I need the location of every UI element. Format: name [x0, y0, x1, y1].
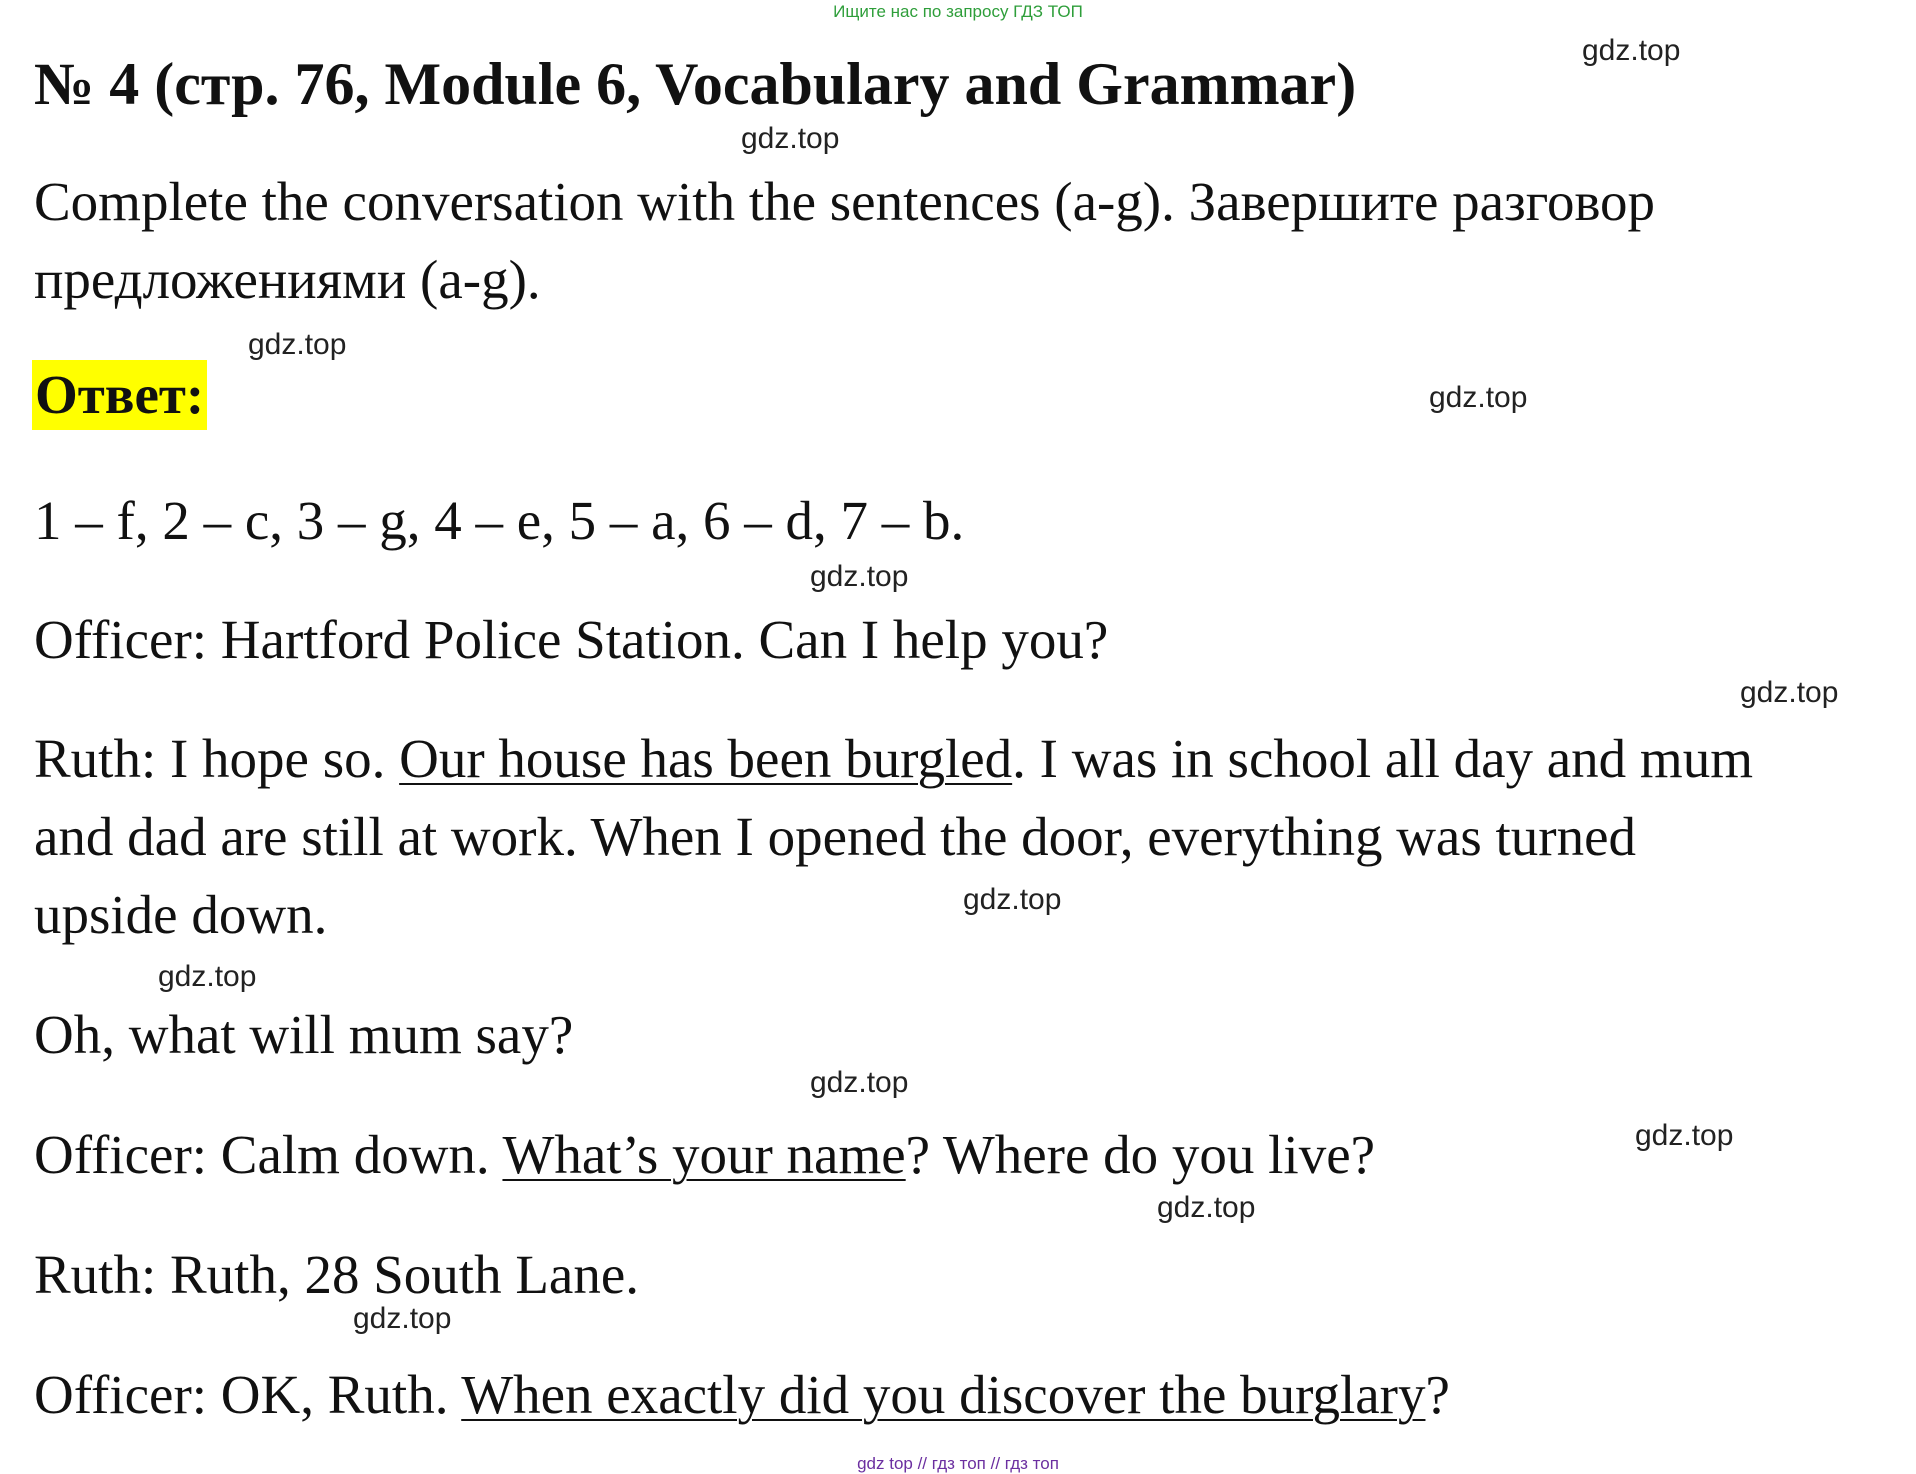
dialogue-text: Officer: OK, Ruth.	[34, 1364, 462, 1425]
watermark: gdz.top	[741, 122, 840, 155]
dialogue-text: . I was in school all day and mum	[1012, 728, 1753, 789]
dialogue-line-officer-2	[34, 1116, 1375, 1194]
underlined-answer: What’s your name	[502, 1124, 906, 1185]
dialogue-text: ? Where do you live?	[905, 1124, 1376, 1185]
dialogue-line-officer-1: Officer: Hartford Police Station. Can I help you?	[34, 609, 1109, 670]
dialogue-line-ruth-3: upside down.	[34, 884, 328, 945]
dialogue-text: ?	[1425, 1364, 1450, 1425]
footer-watermark: gdz top // гдз топ // гдз топ	[857, 1454, 1059, 1473]
watermark: gdz.top	[1429, 381, 1528, 414]
top-banner: Ищите нас по запросу ГДЗ ТОП	[833, 2, 1083, 21]
watermark: gdz.top	[248, 328, 347, 361]
instruction-line-2: предложениями (a-g).	[34, 249, 541, 310]
instruction-line-1: Complete the conversation with the sentences (a-g). Завершите разговор	[34, 171, 1656, 232]
watermark: gdz.top	[963, 883, 1062, 916]
dialogue-line-officer-3	[34, 1356, 1450, 1434]
dialogue-line-ruth-4: Oh, what will mum say?	[34, 1004, 574, 1065]
watermark: gdz.top	[1740, 676, 1839, 709]
watermark: gdz.top	[1157, 1191, 1256, 1224]
watermark: gdz.top	[1582, 34, 1681, 67]
underlined-answer: When exactly did you discover the burglary	[461, 1364, 1426, 1425]
watermark: gdz.top	[158, 960, 257, 993]
dialogue-line-ruth-1	[34, 720, 1753, 798]
watermark: gdz.top	[353, 1302, 452, 1335]
answer-label: Ответ:	[32, 360, 207, 430]
answer-key: 1 – f, 2 – c, 3 – g, 4 – e, 5 – a, 6 – d, 7 – b.	[34, 490, 965, 551]
page-heading: № 4 (стр. 76, Module 6, Vocabulary and Grammar)	[34, 51, 1357, 117]
dialogue-line-ruth-5: Ruth: Ruth, 28 South Lane.	[34, 1244, 639, 1305]
dialogue-text: Ruth: I hope so.	[34, 728, 400, 789]
watermark: gdz.top	[810, 560, 909, 593]
dialogue-text: Officer: Calm down.	[34, 1124, 503, 1185]
watermark: gdz.top	[1635, 1119, 1734, 1152]
underlined-answer: Our house has been burgled	[399, 728, 1013, 789]
watermark: gdz.top	[810, 1066, 909, 1099]
dialogue-line-ruth-2: and dad are still at work. When I opened the door, everything was turned	[34, 806, 1636, 867]
